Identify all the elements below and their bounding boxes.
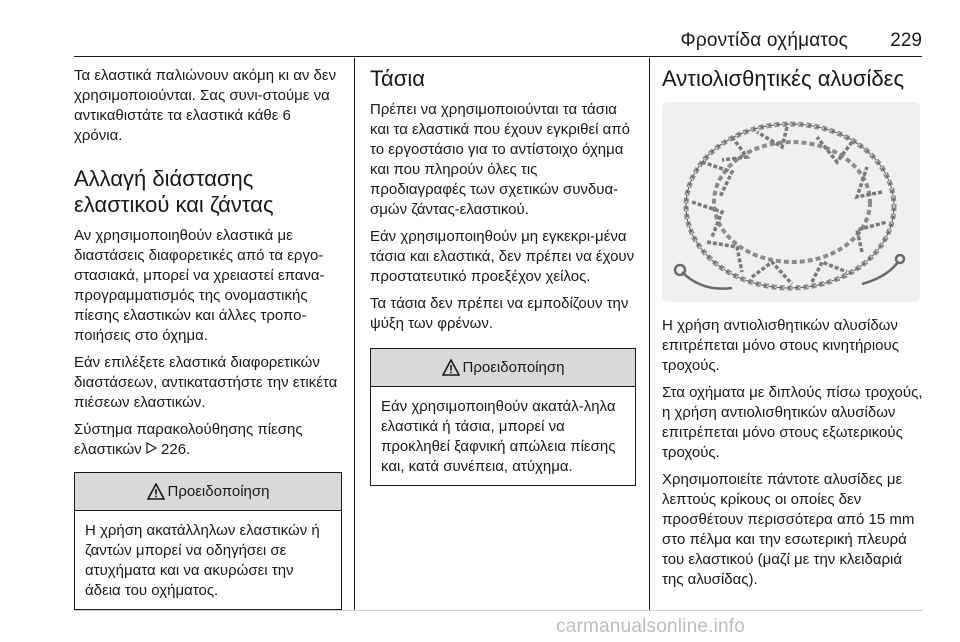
warning-triangle-icon [442,359,460,376]
column-3 [662,66,924,597]
paragraph: Η χρήση αντιολισθητικών αλυσίδων επιτρέπεται μόνο στους κινητήριους τροχούς. [662,317,899,374]
reference-text: Σύστημα παρακολούθησης πίεσης ελαστικών [74,421,303,458]
page-reference-icon [146,441,161,458]
paragraph: Στα οχήματα με διπλούς πίσω τροχούς, η χρήση αντιολισθητικών αλυσίδων επιτρέπεται μόνο στους εξωτερικούς τροχούς. [662,384,923,461]
section-heading-snow-chains: Αντιολισθητικές αλυσίδες [662,66,905,91]
warning-header [371,349,635,387]
warning-text: Εάν χρησιμοποιηθούν ακατάλ-ληλα ελαστικά ή τάσια, μπορεί να προκληθεί ξαφνική απώλεια πίεσης και, κατά συνέπεια, ατύχημα. [381,398,616,475]
paragraph: Εάν χρησιμοποιηθούν μη εγκεκρι-μένα τάσια και ελαστικά, δεν πρέπει να έχουν προστατευτικό προεξέχον χείλος. [370,228,635,285]
header-rule [74,56,922,57]
paragraph: Αν χρησιμοποιηθούν ελαστικά με διαστάσεις διαφορετικές από τα εργο-στασιακά, μπορεί να χρειαστεί επανα-προγραμματισμός της ονομαστικής πίεσης ελαστικών και άλλες τροπο-ποιήσεις στο όχημα. [74,227,325,344]
warning-title: Προειδοποίηση [462,359,565,376]
paragraph: Χρησιμοποιείτε πάντοτε αλυσίδες με λεπτούς κρίκους οι οποίες δεν προσθέτουν περισσότερα από 15 mm στο πέλμα και την εσωτερική πλευρά του ελαστικού (μαζί με την κλειδαριά της αλυσίδας). [662,471,915,588]
footer-rule [74,610,922,611]
column-divider [649,58,650,610]
warning-title: Προειδοποίηση [167,483,270,500]
warning-box [370,348,636,486]
paragraph: Εάν επιλέξετε ελαστικά διαφορετικών διαστάσεων, αντικαταστήστε την ετικέτα πιέσεων ελαστικών. [74,354,338,411]
section-heading-wheel-covers: Τάσια [370,66,425,91]
heading-line: ελαστικού και ζάντας [74,192,274,217]
running-header-title: Φροντίδα οχήματος [680,30,848,51]
watermark-text: carmanualsonline.info [556,616,746,637]
page-number: 229 [890,30,922,51]
cross-reference-paragraph [74,420,342,460]
column-divider [354,58,355,610]
warning-box [74,472,342,610]
warning-triangle-icon [147,483,165,500]
column-1 [74,66,342,610]
section-heading-size-change [74,166,342,218]
reference-link[interactable]: 226. [161,441,191,458]
column-2 [370,66,636,486]
warning-text: Η χρήση ακατάλληλων ελαστικών ή ζαντών μπορεί να οδηγήσει σε ατυχήματα και να ακυρώσει την άδεια του οχήματος. [85,522,320,599]
warning-header [75,473,341,511]
heading-line: Αλλαγή διάστασης [74,166,254,191]
snow-chains-illustration [662,102,920,302]
paragraph: Πρέπει να χρησιμοποιούνται τα τάσια και τα ελαστικά που έχουν εγκριθεί από το εργοστάσιο για το αντίστοιχο όχημα και που πληρούν όλες τις προδιαγραφές των σχετικών συνδυα-σμών ζάντας-ελαστικού. [370,101,631,218]
paragraph: Τα τάσια δεν πρέπει να εμποδίζουν την ψύξη των φρένων. [370,295,629,332]
intro-paragraph: Τα ελαστικά παλιώνουν ακόμη κι αν δεν χρησιμοποιούνται. Σας συνι-στούμε να αντικαθιστάτε τα ελαστικά κάθε 6 χρόνια. [74,67,337,144]
